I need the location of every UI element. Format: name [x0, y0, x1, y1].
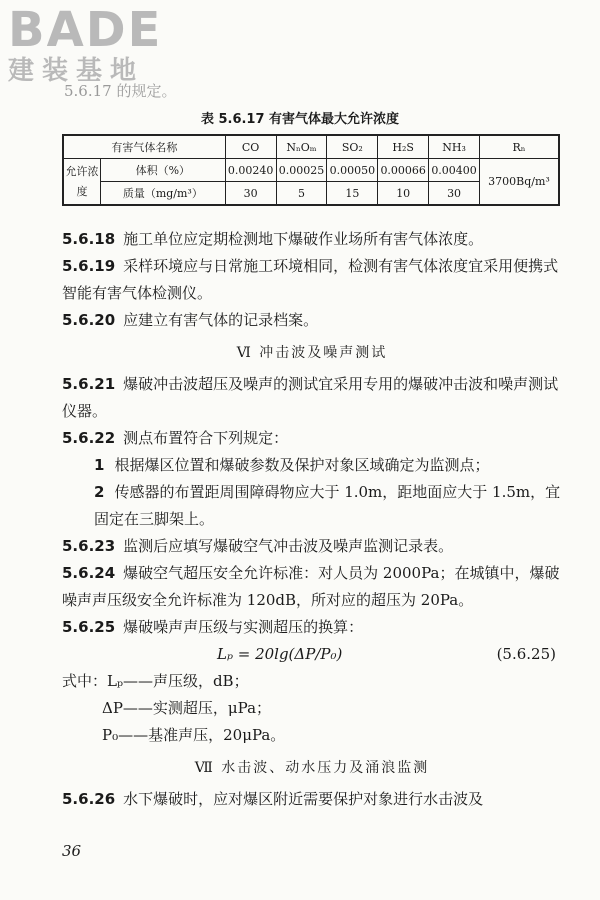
- header-gas: NH₃: [429, 135, 480, 159]
- header-gas: NₙOₘ: [276, 135, 327, 159]
- item-number: 1: [94, 456, 105, 474]
- table-cell: 30: [225, 182, 276, 206]
- table-cell: 10: [378, 182, 429, 206]
- row-label: 体积（%）: [101, 159, 226, 182]
- item-number: 2: [94, 483, 105, 501]
- harmful-gas-table: [62, 134, 560, 206]
- table-row: [63, 159, 559, 182]
- clause-5-6-23: [62, 533, 562, 560]
- table-caption: 表 5.6.17 有害气体最大允许浓度: [200, 112, 400, 127]
- clause-text: 爆破空气超压安全允许标准：对人员为 2000Pa；在城镇中，爆破噪声声压级安全允许标准为 120dB，所对应的超压为 20Pa。: [62, 564, 560, 609]
- logo-brand: BADE: [8, 2, 163, 58]
- clause-5-6-22: [62, 425, 562, 452]
- clause-5-6-20: [62, 307, 562, 334]
- item-text: 根据爆区位置和爆破参数及保护对象区域确定为监测点；: [114, 456, 490, 474]
- table-cell: 15: [327, 182, 378, 206]
- logo-subtitle: 建装基地: [8, 56, 145, 86]
- clause-number: 5.6.21: [62, 375, 116, 393]
- clause-5-6-24: [62, 560, 562, 614]
- where-line-1: 式中：Lₚ——声压级，dB；: [62, 672, 249, 690]
- table-cell: 0.00025: [276, 159, 327, 182]
- previous-page-fragment: 5.6.17 的规定。: [64, 82, 177, 100]
- header-gas: H₂S: [378, 135, 429, 159]
- clause-text: 施工单位应定期检测地下爆破作业场所有害气体浓度。: [123, 230, 484, 248]
- clause-text: 采样环境应与日常施工环境相同，检测有害气体浓度宜采用便携式智能有害气体检测仪。: [62, 257, 559, 302]
- section-heading-7: Ⅶ 水击波、动水压力及涌浪监测: [194, 760, 430, 776]
- clause-text: 测点布置符合下列规定：: [123, 429, 289, 447]
- table-cell: 0.00240: [225, 159, 276, 182]
- section-heading-6: Ⅵ 冲击波及噪声测试: [236, 345, 388, 361]
- where-line-2: ΔP——实测超压，μPa；: [102, 699, 272, 717]
- brand-logo: [8, 2, 188, 86]
- where-line-3: P₀——基准声压，20μPa。: [102, 726, 286, 744]
- clause-number: 5.6.20: [62, 311, 116, 329]
- clause-number: 5.6.25: [62, 618, 116, 636]
- clause-5-6-19: [62, 253, 562, 307]
- clause-number: 5.6.26: [62, 790, 116, 808]
- header-rn: Rₙ: [480, 135, 560, 159]
- header-gas: CO: [225, 135, 276, 159]
- clause-5-6-25: [62, 614, 562, 641]
- clause-text: 爆破噪声声压级与实测超压的换算：: [123, 618, 364, 636]
- clause-number: 5.6.23: [62, 537, 116, 555]
- item-text: 传感器的布置距周围障碍物应大于 1.0m，距地面应大于 1.5m，宜固定在三脚架上。: [94, 483, 561, 528]
- row-label: 质量（mg/m³）: [101, 182, 226, 206]
- clause-number: 5.6.18: [62, 230, 116, 248]
- clause-5-6-18: [62, 226, 562, 253]
- clause-5-6-26: [62, 786, 562, 813]
- header-gas: SO₂: [327, 135, 378, 159]
- table-cell: 30: [429, 182, 480, 206]
- clause-text: 水下爆破时，应对爆区附近需要保护对象进行水击波及: [123, 790, 484, 808]
- clause-text: 监测后应填写爆破空气冲击波及噪声监测记录表。: [123, 537, 454, 555]
- equation-number: (5.6.25): [496, 645, 556, 663]
- table-cell: 0.00066: [378, 159, 429, 182]
- table-cell: 5: [276, 182, 327, 206]
- clause-number: 5.6.22: [62, 429, 116, 447]
- clause-number: 5.6.24: [62, 564, 116, 582]
- clause-number: 5.6.19: [62, 257, 116, 275]
- clause-text: 应建立有害气体的记录档案。: [123, 311, 319, 329]
- rn-value: 3700Bq/m³: [480, 159, 560, 206]
- clause-text: 爆破冲击波超压及噪声的测试宜采用专用的爆破冲击波和噪声测试仪器。: [62, 375, 559, 420]
- clauses-body: [62, 226, 562, 813]
- clause-item-1: [62, 452, 562, 479]
- formula: Lₚ = 20lg(ΔP/P₀): [217, 645, 343, 663]
- clause-item-2: [62, 479, 562, 533]
- clause-5-6-21: [62, 371, 562, 425]
- table-header-row: [63, 135, 559, 159]
- table-cell: 0.00400: [429, 159, 480, 182]
- table-cell: 0.00050: [327, 159, 378, 182]
- header-gas-name: 有害气体名称: [63, 135, 225, 159]
- formula-row: [62, 641, 562, 668]
- page-number: 36: [62, 842, 82, 860]
- group-label: 允许浓度: [63, 159, 101, 206]
